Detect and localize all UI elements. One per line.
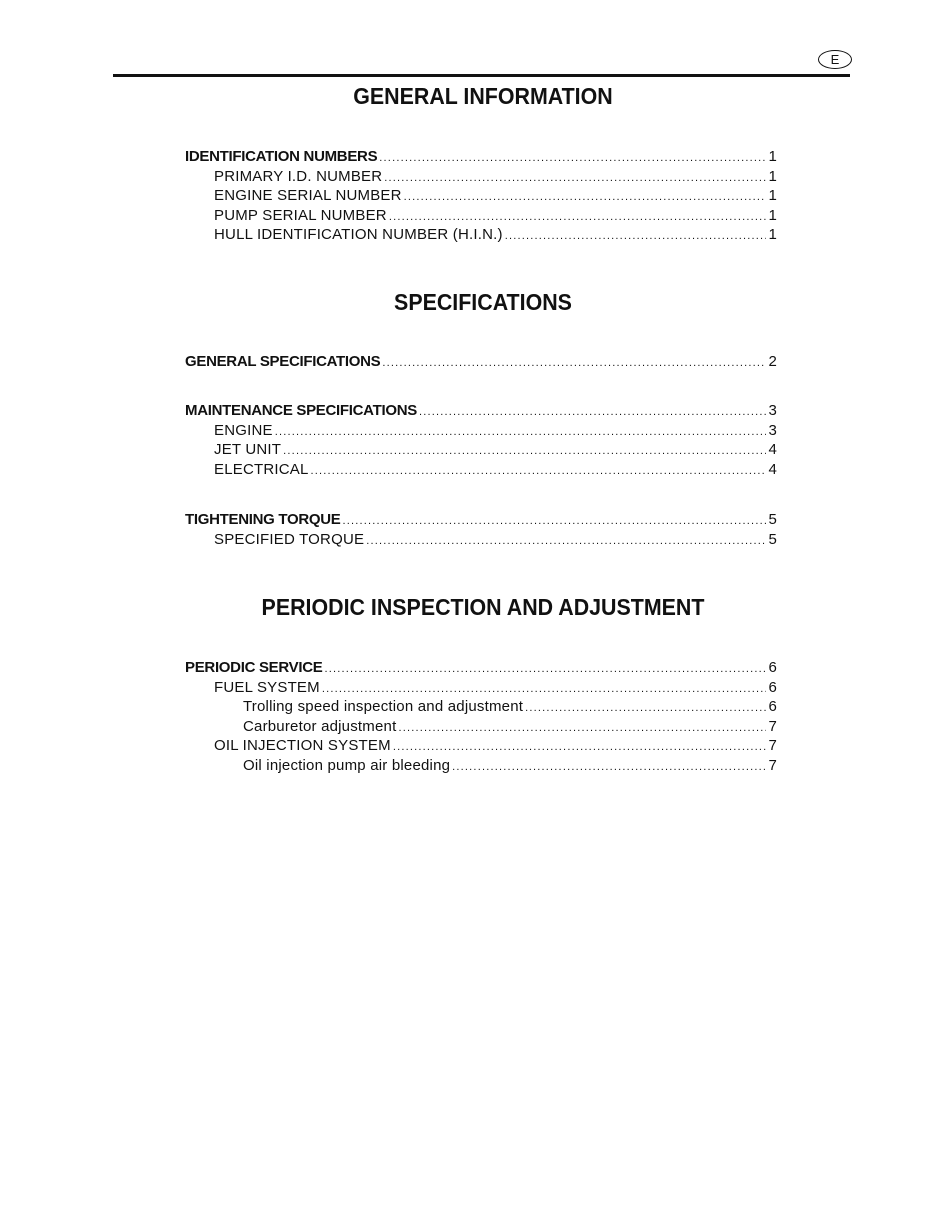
toc-entry-page: 5	[768, 530, 777, 548]
toc-entry-page: 7	[768, 737, 777, 755]
toc-entry[interactable]	[185, 460, 777, 480]
toc-entry-title: MAINTENANCE SPECIFICATIONS	[185, 402, 417, 419]
toc-entry[interactable]	[185, 658, 777, 678]
dot-leader	[398, 719, 766, 739]
toc-entry-title: PUMP SERIAL NUMBER	[214, 206, 387, 224]
toc-entry-page: 6	[768, 698, 777, 716]
toc-entry-page: 5	[768, 511, 777, 528]
toc-entry-title: ENGINE SERIAL NUMBER	[214, 187, 402, 205]
dot-leader	[525, 699, 766, 719]
toc-entry-title: ENGINE	[214, 421, 273, 439]
toc-group	[185, 658, 777, 776]
toc-entry[interactable]	[185, 440, 777, 460]
dot-leader	[384, 169, 766, 189]
toc-entry-page: 1	[768, 167, 777, 185]
toc-entry[interactable]	[185, 352, 777, 372]
toc-entry-title: IDENTIFICATION NUMBERS	[185, 148, 378, 165]
toc-entry[interactable]	[185, 736, 777, 756]
toc-entry-page: 1	[768, 148, 777, 165]
toc-entry[interactable]	[185, 401, 777, 421]
dot-leader	[505, 227, 767, 247]
dot-leader	[366, 532, 766, 552]
toc-entry[interactable]	[185, 697, 777, 717]
toc-entry[interactable]	[185, 421, 777, 441]
toc-entry[interactable]	[185, 717, 777, 737]
language-badge-e: E	[818, 50, 852, 69]
toc-entry-title: OIL INJECTION SYSTEM	[214, 737, 391, 755]
toc-entry-page: 6	[768, 659, 777, 676]
toc-entry[interactable]	[185, 206, 777, 226]
dot-leader	[452, 758, 766, 778]
dot-leader	[404, 188, 767, 208]
toc-entry-title: GENERAL SPECIFICATIONS	[185, 353, 381, 370]
dot-leader	[275, 423, 767, 443]
toc-entry-page: 1	[768, 187, 777, 205]
toc-entry-title: Trolling speed inspection and adjustment	[243, 698, 524, 716]
toc-entry-title: SPECIFIED TORQUE	[214, 530, 365, 548]
toc-entry-page: 4	[768, 441, 777, 459]
toc-entry[interactable]	[185, 678, 777, 698]
dot-leader	[311, 462, 767, 482]
toc-entry[interactable]	[185, 186, 777, 206]
toc-entry[interactable]	[185, 167, 777, 187]
dot-leader	[382, 354, 766, 374]
toc-entry[interactable]	[185, 510, 777, 530]
toc-entry-title: TIGHTENING TORQUE	[185, 511, 341, 528]
toc-entry-title: Carburetor adjustment	[243, 717, 397, 735]
toc-group	[185, 352, 777, 372]
toc-entry-page: 7	[768, 717, 777, 735]
toc-entry-page: 1	[768, 206, 777, 224]
toc-entry-page: 4	[768, 460, 777, 478]
toc-group	[185, 510, 777, 549]
toc-entry[interactable]	[185, 147, 777, 167]
dot-leader	[379, 149, 766, 169]
toc-group	[185, 401, 777, 479]
toc-entry-page: 3	[768, 402, 777, 419]
toc-entry[interactable]	[185, 225, 777, 245]
dot-leader	[324, 660, 766, 680]
toc-entry-title: HULL IDENTIFICATION NUMBER (H.I.N.)	[214, 226, 503, 244]
header-rule	[113, 74, 850, 77]
toc-entry-page: 2	[768, 353, 777, 370]
toc-entry-page: 1	[768, 226, 777, 244]
toc-entry-page: 7	[768, 756, 777, 774]
dot-leader	[419, 403, 767, 423]
toc-entry-page: 3	[768, 421, 777, 439]
toc-group	[185, 147, 777, 245]
dot-leader	[342, 512, 766, 532]
toc-entry-page: 6	[768, 678, 777, 696]
toc-entry[interactable]	[185, 756, 777, 776]
toc-entry-title: Oil injection pump air bleeding	[243, 756, 451, 774]
toc-entry-title: JET UNIT	[214, 441, 282, 459]
section-heading-periodic-inspection: PERIODIC INSPECTION AND ADJUSTMENT	[261, 594, 705, 620]
section-heading-specifications: SPECIFICATIONS	[394, 289, 572, 315]
toc-entry[interactable]	[185, 530, 777, 550]
dot-leader	[283, 442, 766, 462]
toc-entry-title: ELECTRICAL	[214, 460, 309, 478]
toc-entry-title: PERIODIC SERVICE	[185, 659, 323, 676]
toc-entry-title: FUEL SYSTEM	[214, 678, 320, 696]
toc-entry-title: PRIMARY I.D. NUMBER	[214, 167, 383, 185]
section-heading-general-information: GENERAL INFORMATION	[353, 83, 613, 109]
